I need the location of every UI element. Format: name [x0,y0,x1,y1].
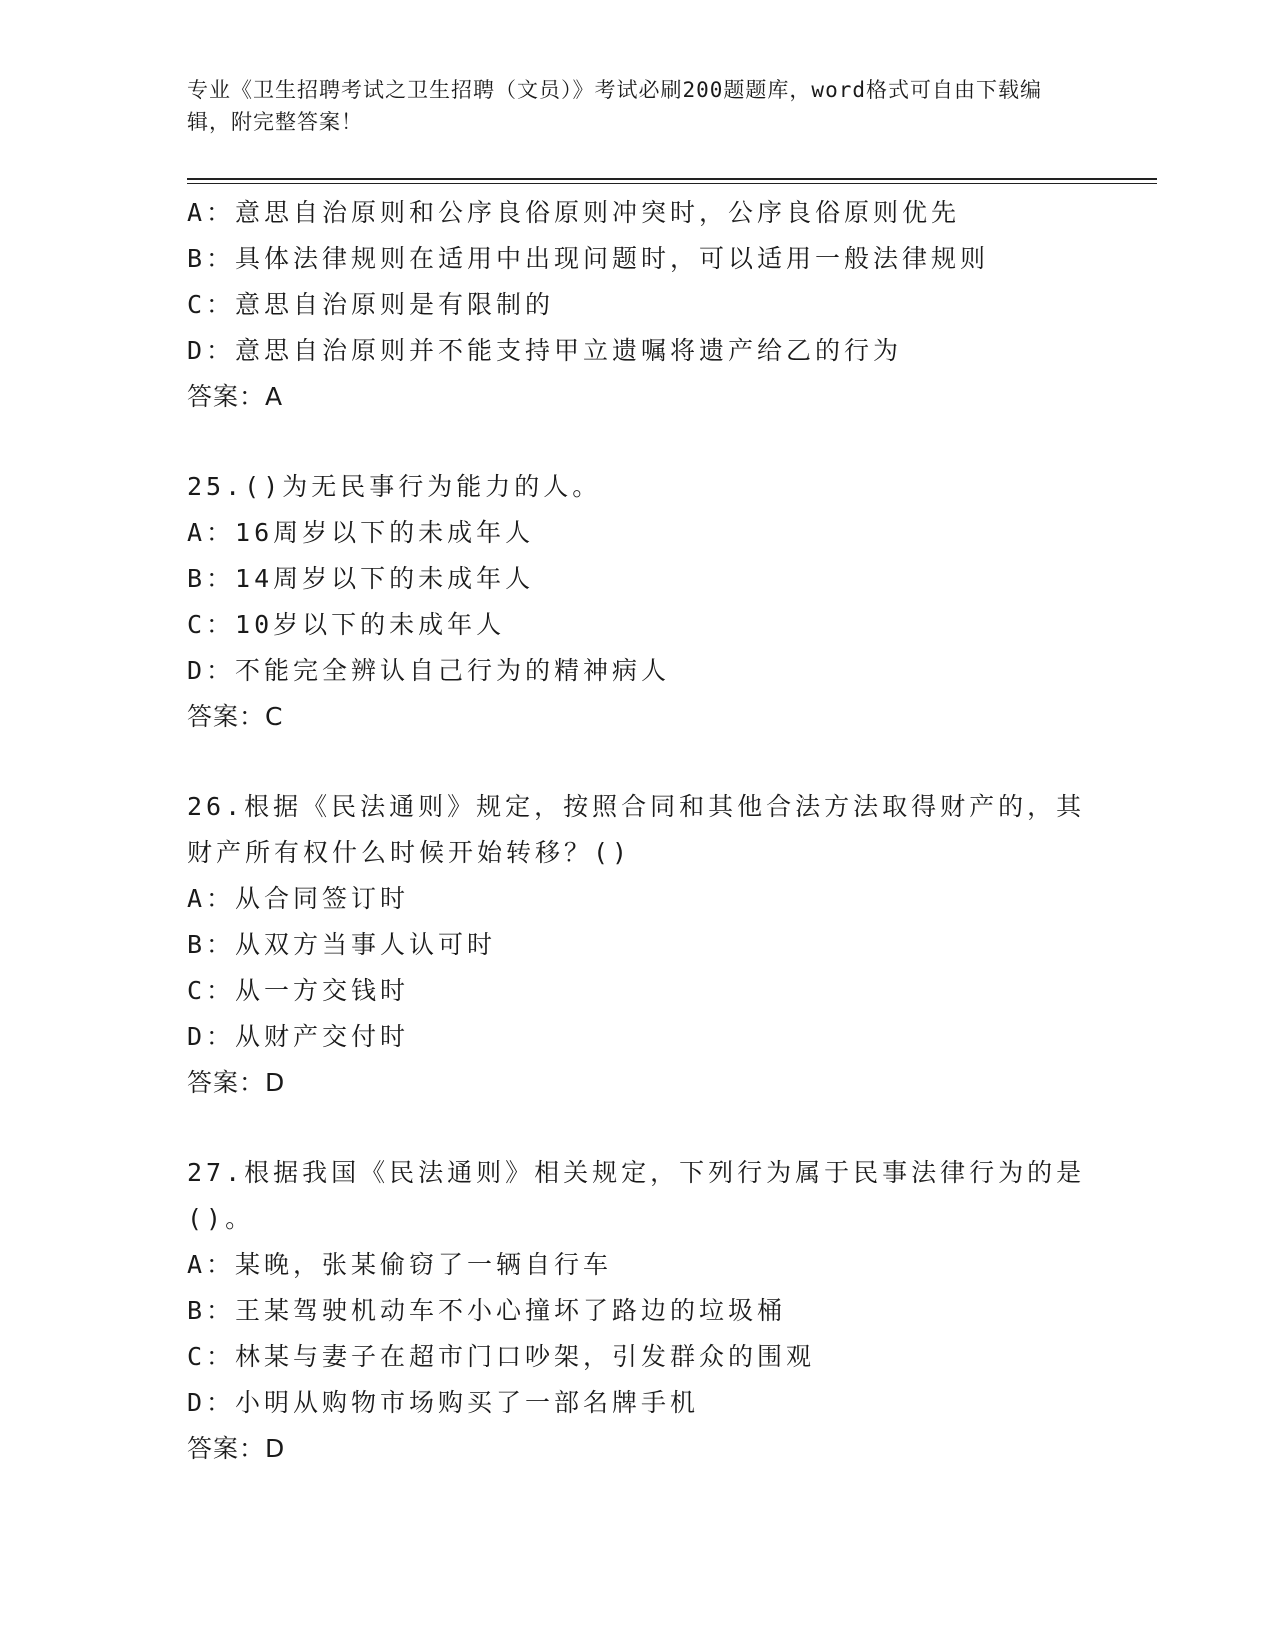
option-c: C：10岁以下的未成年人 [187,610,506,639]
option-c: C：从一方交钱时 [187,976,410,1005]
answer-line: 答案：D [187,1434,286,1463]
question-stem: 25.()为无民事行为能力的人。 [187,472,602,501]
option-b: B：王某驾驶机动车不小心撞坏了路边的垃圾桶 [187,1296,787,1325]
document-header: 专业《卫生招聘考试之卫生招聘（文员）》考试必刷200题题库，word格式可自由下载编辑，附完整答案！ [187,78,1042,134]
option-a: A：意思自治原则和公序良俗原则冲突时，公序良俗原则优先 [187,198,961,227]
option-b: B：从双方当事人认可时 [187,930,497,959]
option-a: A：从合同签订时 [187,884,410,913]
option-b: B：具体法律规则在适用中出现问题时，可以适用一般法律规则 [187,244,990,273]
option-d: D：从财产交付时 [187,1022,410,1051]
question-stem: 27.根据我国《民法通则》相关规定，下列行为属于民事法律行为的是()。 [187,1158,1086,1233]
option-b: B：14周岁以下的未成年人 [187,564,535,593]
option-a: A：16周岁以下的未成年人 [187,518,535,547]
question-block-26 [187,784,1087,1106]
option-d: D：意思自治原则并不能支持甲立遗嘱将遗产给乙的行为 [187,336,903,365]
question-list [187,190,1087,1472]
answer-line: 答案：C [187,702,284,731]
question-stem: 26.根据《民法通则》规定，按照合同和其他合法方法取得财产的，其财产所有权什么时候开始转移？() [187,792,1086,867]
option-d: D：不能完全辨认自己行为的精神病人 [187,656,671,685]
answer-line: 答案：D [187,1068,286,1097]
question-block-25 [187,464,1087,740]
option-d: D：小明从购物市场购买了一部名牌手机 [187,1388,700,1417]
question-block-24-continued [187,190,1087,420]
header-divider-thin [187,183,1157,184]
option-a: A：某晚，张某偷窃了一辆自行车 [187,1250,613,1279]
option-c: C：意思自治原则是有限制的 [187,290,555,319]
option-c: C：林某与妻子在超市门口吵架，引发群众的围观 [187,1342,816,1371]
question-block-27 [187,1150,1087,1472]
answer-line: 答案：A [187,382,284,411]
header-divider-thick [187,178,1157,180]
